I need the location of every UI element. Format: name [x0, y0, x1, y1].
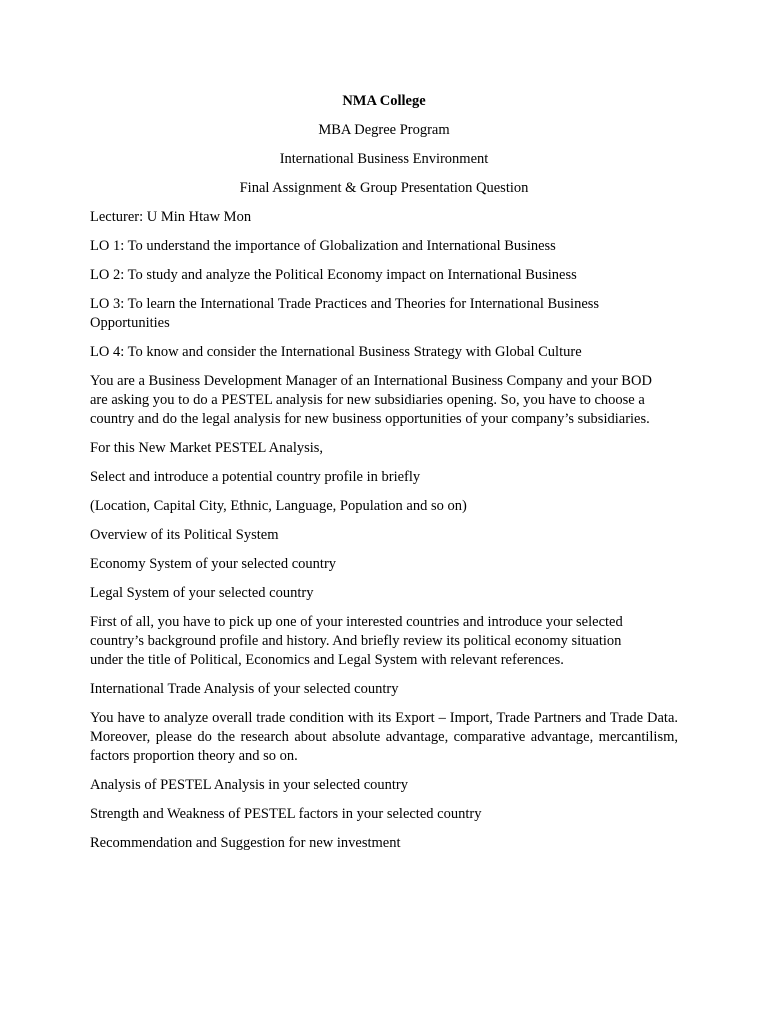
learning-outcome-3: LO 3: To learn the International Trade Practices and Theories for International Business Opportunities — [90, 296, 600, 331]
economy-system-item: Economy System of your selected country — [90, 556, 337, 572]
course-name: International Business Environment — [279, 151, 489, 167]
paragraph-line: country’s background profile and history. And briefly review its political economy situation — [90, 633, 622, 649]
select-country-item: Select and introduce a potential country profile in briefly — [90, 469, 421, 485]
trade-paragraph: You have to analyze overall trade condition with its Export – Import, Trade Partners and Trade Data. Moreover, please do the research about absolute advantage, comparative advantage, mercantilism, factors proportion theory and so on. — [90, 710, 678, 764]
political-system-item: Overview of its Political System — [90, 527, 279, 543]
intro-line: You are a Business Development Manager of an International Business Company and your BOD — [90, 373, 652, 389]
college-name: NMA College — [342, 93, 426, 109]
assignment-title: Final Assignment & Group Presentation Question — [239, 180, 529, 196]
intro-line: country and do the legal analysis for new business opportunities of your company’s subsidiaries. — [90, 411, 650, 427]
for-this-heading: For this New Market PESTEL Analysis, — [90, 440, 324, 456]
trade-heading: International Trade Analysis of your selected country — [90, 681, 399, 697]
learning-outcome-2: LO 2: To study and analyze the Political Economy impact on International Business — [90, 267, 577, 283]
pestel-analysis-item: Analysis of PESTEL Analysis in your selected country — [90, 777, 409, 793]
recommendation-item: Recommendation and Suggestion for new investment — [90, 835, 401, 851]
first-of-all-paragraph — [90, 613, 678, 670]
learning-outcome-1: LO 1: To understand the importance of Globalization and International Business — [90, 238, 556, 254]
country-details-item: (Location, Capital City, Ethnic, Language, Population and so on) — [90, 498, 467, 514]
lecturer: Lecturer: U Min Htaw Mon — [90, 209, 252, 225]
strength-weakness-item: Strength and Weakness of PESTEL factors in your selected country — [90, 806, 482, 822]
intro-paragraph — [90, 372, 678, 429]
legal-system-item: Legal System of your selected country — [90, 585, 314, 601]
paragraph-line: First of all, you have to pick up one of your interested countries and introduce your selected — [90, 614, 623, 630]
intro-line: are asking you to do a PESTEL analysis for new subsidiaries opening. So, you have to choose a — [90, 392, 645, 408]
learning-outcome-4: LO 4: To know and consider the International Business Strategy with Global Culture — [90, 344, 582, 360]
paragraph-line: under the title of Political, Economics and Legal System with relevant references. — [90, 652, 564, 668]
program-name: MBA Degree Program — [318, 122, 450, 138]
